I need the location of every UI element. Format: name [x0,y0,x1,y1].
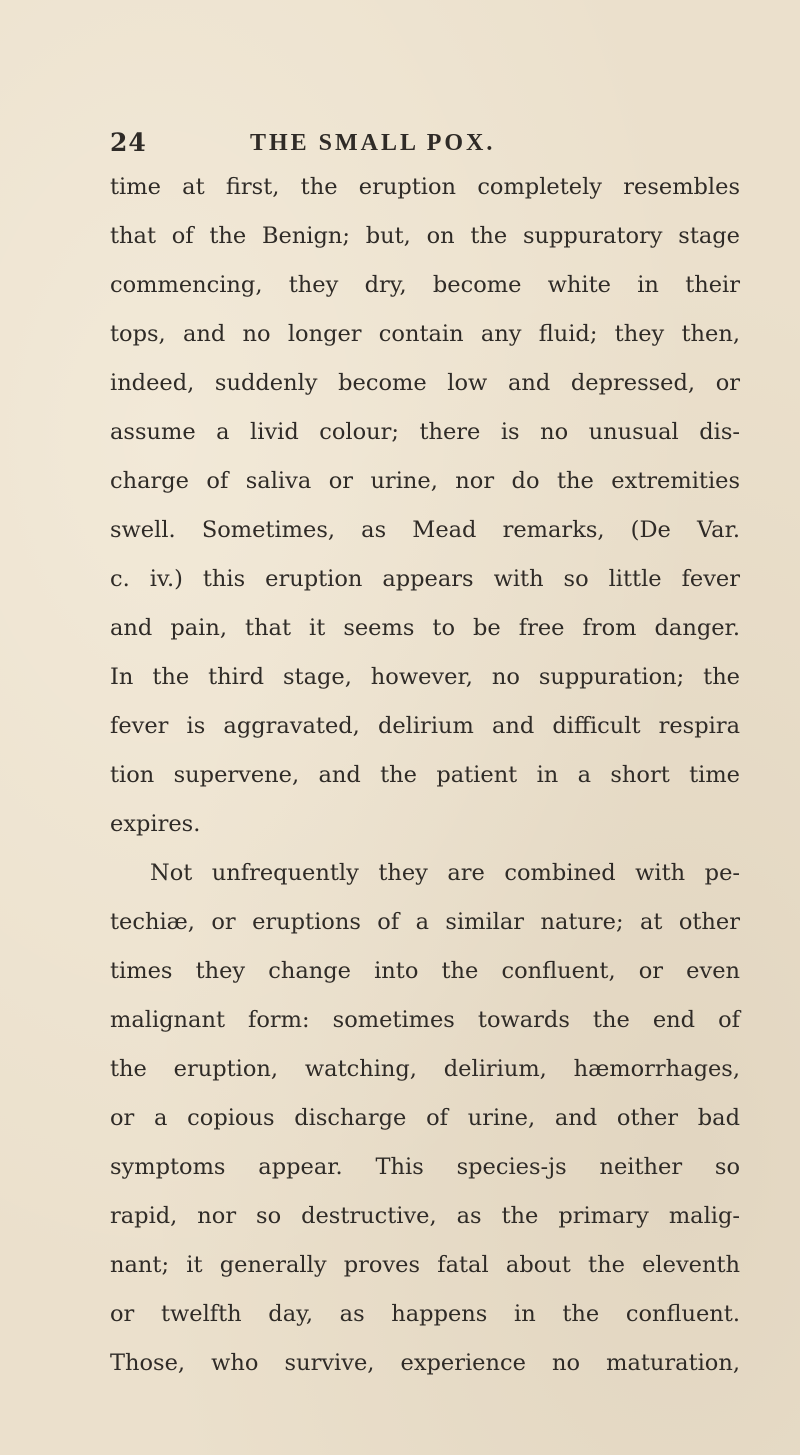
text-line: indeed, suddenly become low and depressed, or [110,370,740,396]
text-line: time at first, the eruption completely resembles [110,174,740,200]
text-line: times they change into the confluent, or even [110,958,740,984]
text-line: In the third stage, however, no suppuration; the [110,664,740,690]
text-line: nant; it generally proves fatal about the eleventh [110,1252,740,1278]
text-line: fever is aggravated, delirium and difficult respira [110,713,740,739]
text-line: malignant form: sometimes towards the end of [110,1007,740,1033]
paragraph-start-line: Not unfrequently they are combined with pe- [150,860,740,886]
text-line: and pain, that it seems to be free from danger. [110,615,740,641]
text-line: tops, and no longer contain any fluid; they then, [110,321,740,347]
text-line: charge of saliva or urine, nor do the extremities [110,468,740,494]
text-line: commencing, they dry, become white in their [110,272,740,298]
text-line: that of the Benign; but, on the suppuratory stage [110,223,740,249]
running-head: THE SMALL POX. [250,130,496,156]
text-line: tion supervene, and the patient in a short time [110,762,740,788]
text-line: techiæ, or eruptions of a similar nature; at other [110,909,740,935]
text-line: swell. Sometimes, as Mead remarks, (De Var. [110,517,740,543]
page-number: 24 [110,128,147,157]
page-header [110,128,750,168]
text-line: symptoms appear. This species-js neither so [110,1154,740,1180]
paragraph-end-line: expires. [110,811,201,837]
text-line: the eruption, watching, delirium, hæmorrhages, [110,1056,740,1082]
text-line: or a copious discharge of urine, and other bad [110,1105,740,1131]
text-line: Those, who survive, experience no maturation, [110,1350,740,1376]
text-line: c. iv.) this eruption appears with so little fever [110,566,740,592]
body-text [110,163,740,1388]
text-line: rapid, nor so destructive, as the primary malig- [110,1203,740,1229]
text-line: assume a livid colour; there is no unusual dis- [110,419,740,445]
text-line: or twelfth day, as happens in the confluent. [110,1301,740,1327]
